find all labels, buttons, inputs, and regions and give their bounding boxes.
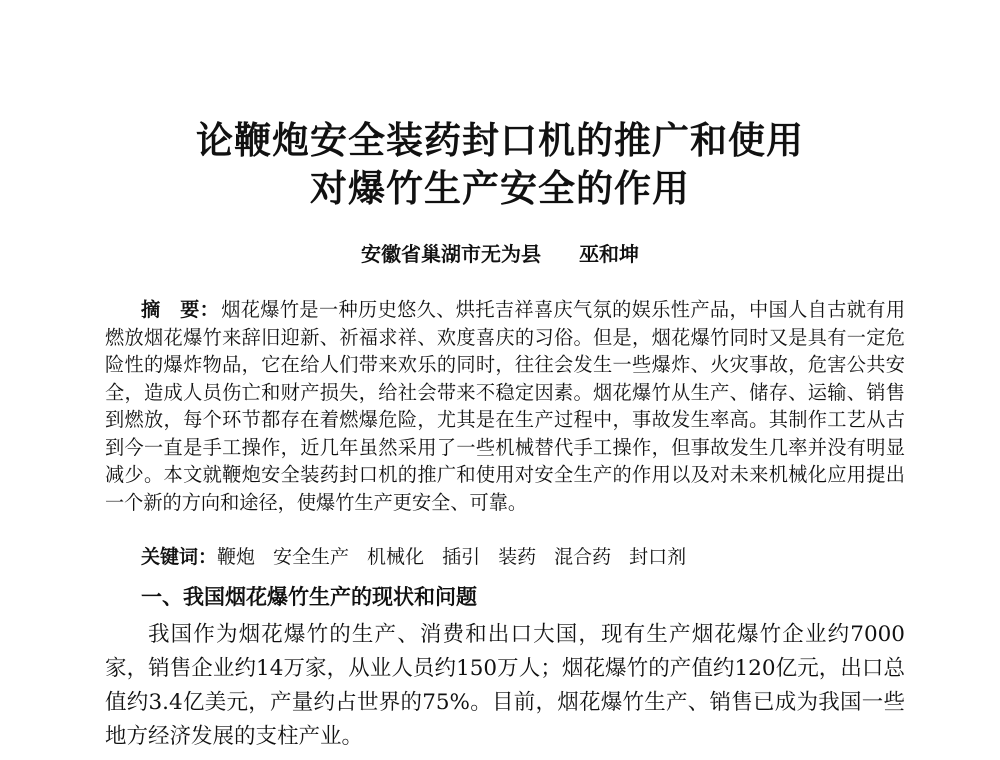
abstract-text: 烟花爆竹是一种历史悠久、烘托吉祥喜庆气氛的娱乐性产品，中国人自古就有用燃放烟花爆竹来辞旧迎新、祈福求祥、欢度喜庆的习俗。但是，烟花爆竹同时又是具有一定危险性的爆炸物品，它在给人们带来欢乐的同时，往往会发生一些爆炸、火灾事故，危害公共安全，造成人员伤亡和财产损失，给社会带来不稳定因素。烟花爆竹从生产、储存、运输、销售到燃放，每个环节都存在着燃爆危险，尤其是在生产过程中，事故发生率高。其制作工艺从古到今一直是手工操作，近几年虽然采用了一些机械替代手工操作，但事故发生几率并没有明显减少。本文就鞭炮安全装药封口机的推广和使用对安全生产的作用以及对未来机械化应用提出一个新的方向和途径，使爆竹生产更安全、可靠。 [105, 298, 906, 514]
title-line-2: 对爆竹生产安全的作用 [310, 166, 690, 210]
body-paragraph: 我国作为烟花爆竹的生产、消费和出口大国，现有生产烟花爆竹企业约7000家，销售企业约14万家，从业人员约150万人；烟花爆竹的产值约120亿元，出口总值约3.4亿美元，产量约占世界的75%。目前，烟花爆竹生产、销售已成为我国一些地方经济发展的支柱产业。 [105, 622, 905, 749]
author-name: 巫和坤 [579, 242, 639, 266]
keyword: 混合药 [554, 546, 612, 568]
section-heading: 一、我国烟花爆竹生产的现状和问题 [141, 584, 477, 609]
keyword: 封口剂 [629, 546, 687, 568]
keyword: 安全生产 [273, 546, 350, 568]
author-affiliation: 安徽省巢湖市无为县 [361, 242, 541, 266]
keyword: 鞭炮 [217, 546, 256, 568]
keyword: 插引 [442, 546, 481, 568]
author-line [0, 238, 1000, 267]
keywords-label: 关键词： [141, 546, 218, 568]
keyword: 机械化 [367, 546, 425, 568]
abstract-label: 摘 要： [141, 298, 220, 321]
keywords-line [141, 544, 901, 571]
keyword: 装药 [498, 546, 537, 568]
abstract [105, 296, 905, 516]
title-line-1: 论鞭炮安全装药封口机的推广和使用 [196, 118, 804, 162]
